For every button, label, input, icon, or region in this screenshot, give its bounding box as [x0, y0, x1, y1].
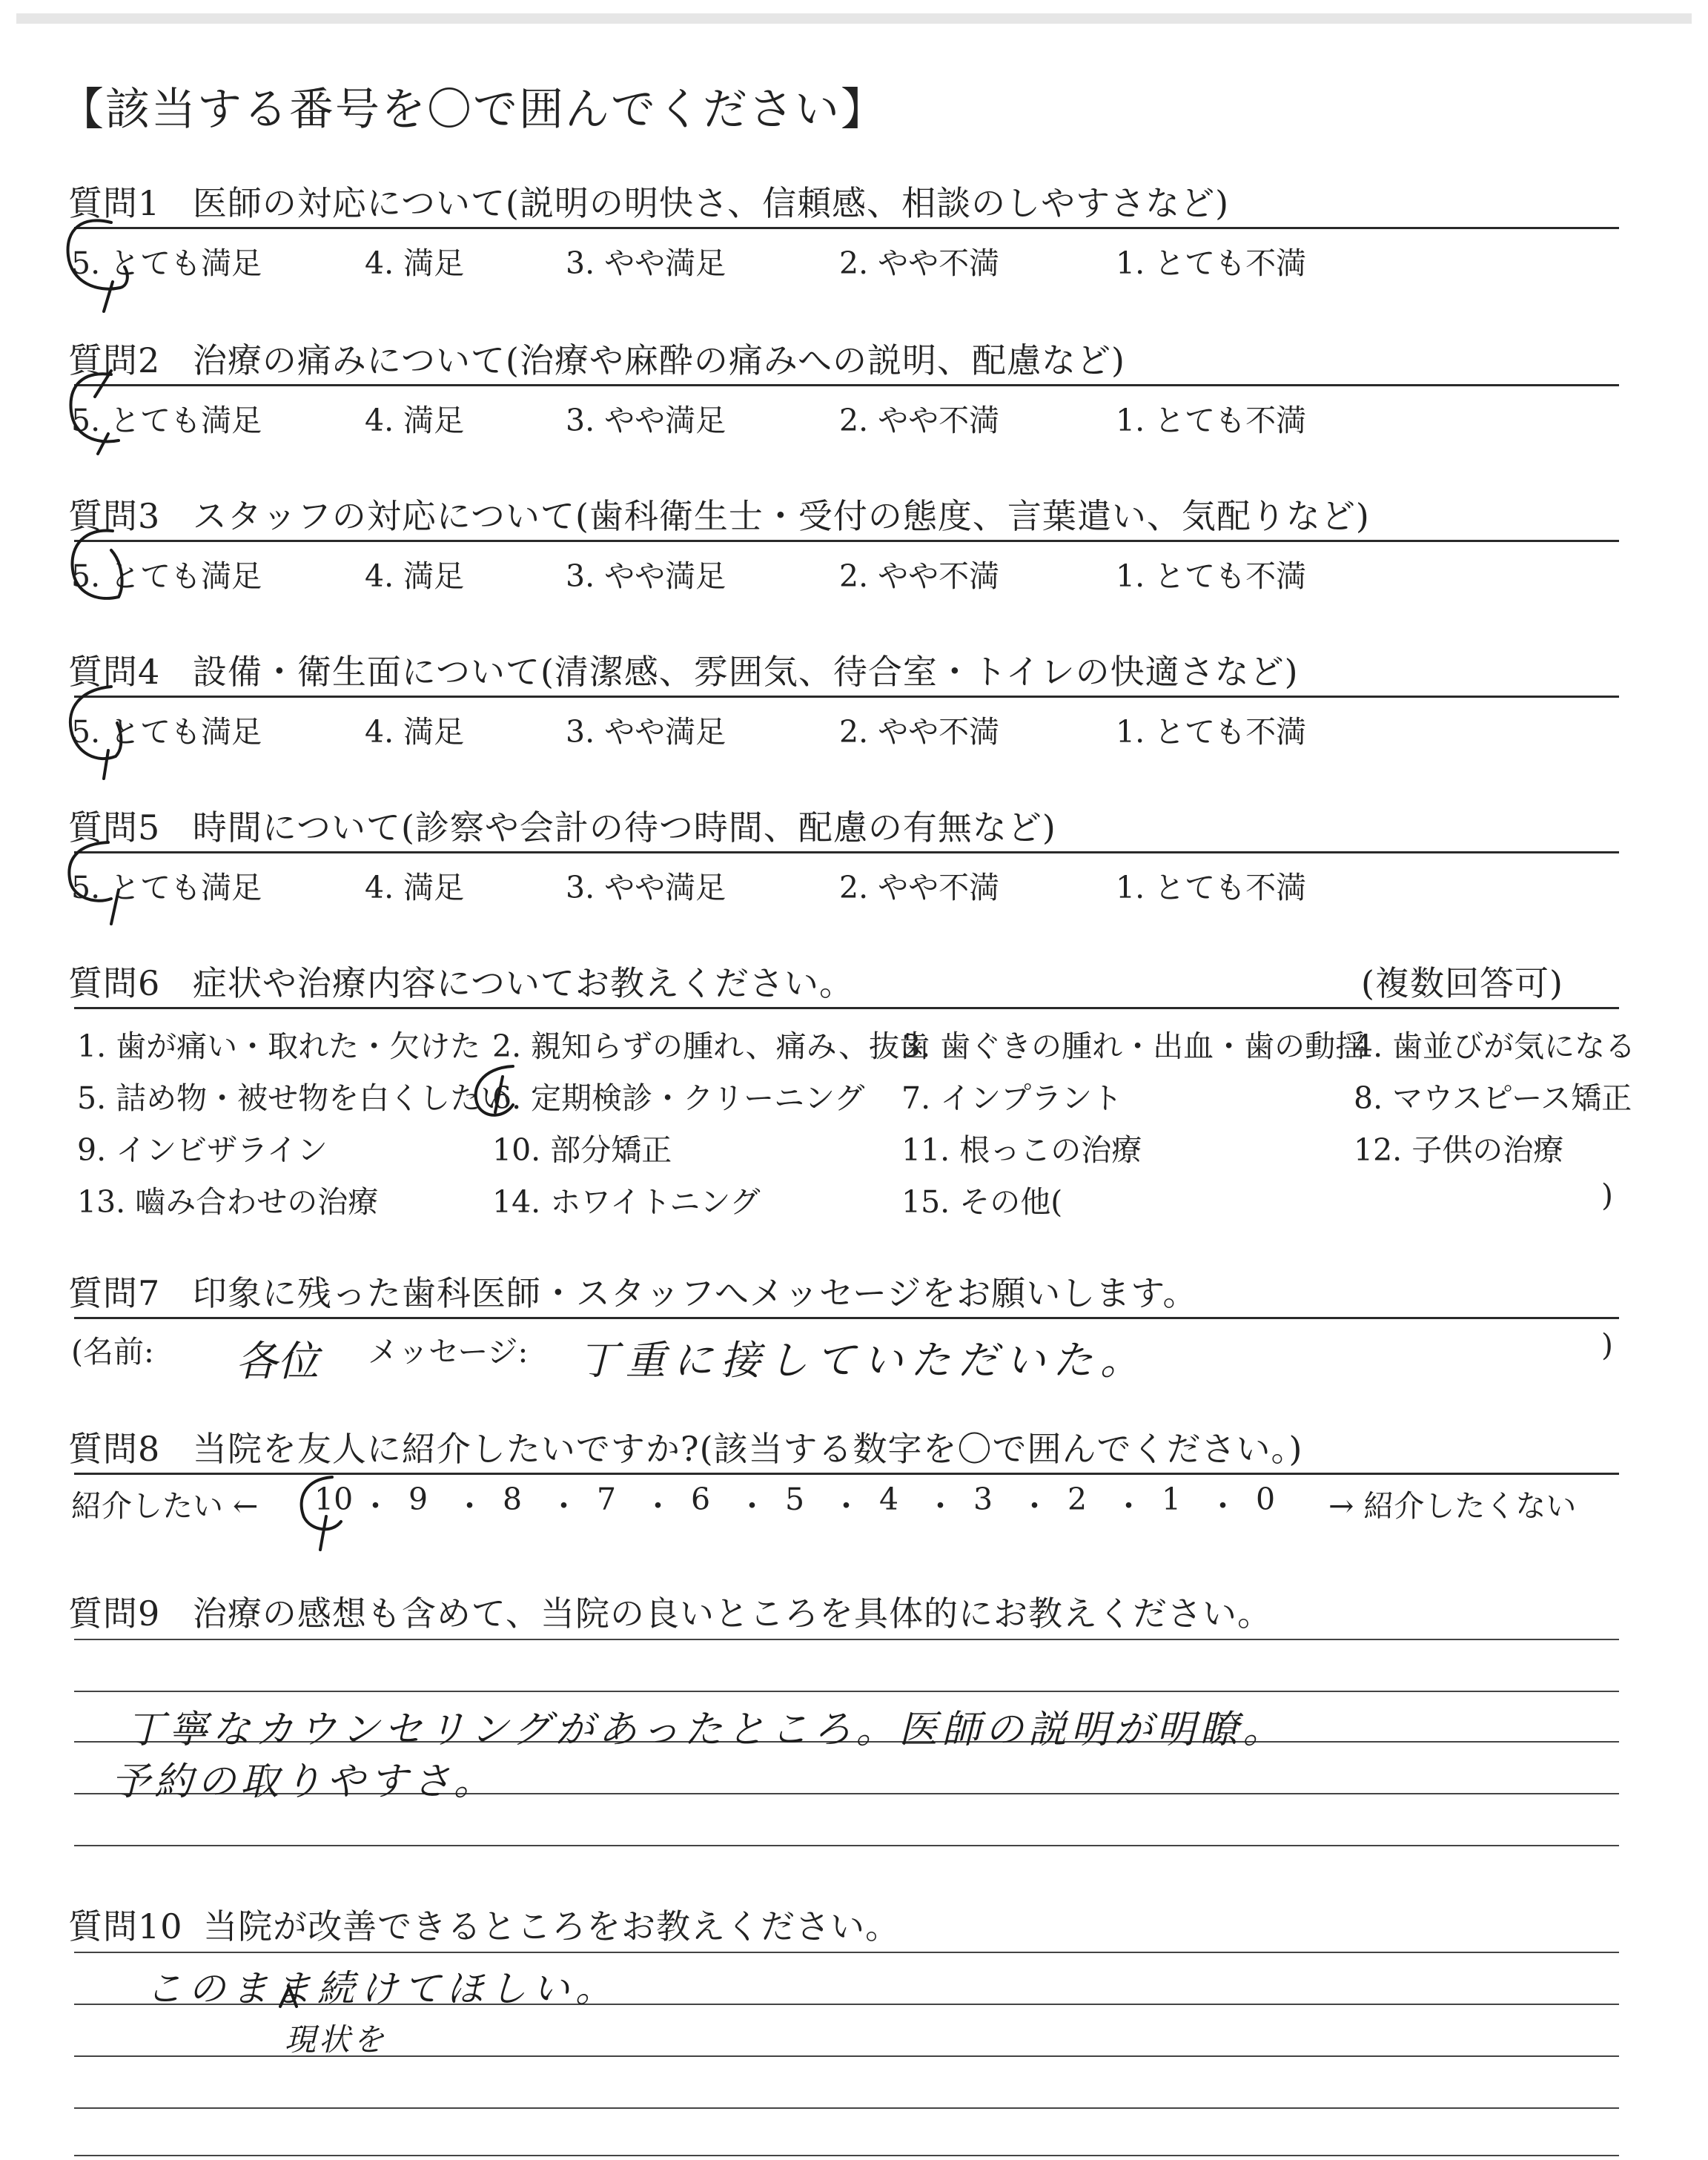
q3-option-5[interactable]: 5. とても満足 [71, 558, 262, 594]
q8-scale-separator: ・ [925, 1488, 956, 1524]
q6-rule [74, 1007, 1619, 1009]
q1-option-3[interactable]: 3. やや満足 [566, 245, 726, 281]
q8-scale-number[interactable]: 0 [1256, 1482, 1276, 1517]
q6-item-7[interactable]: 7. インプラント [901, 1080, 1123, 1116]
q8-left-label: 紹介したい ← [71, 1488, 259, 1524]
q9-heading [68, 1587, 1272, 1636]
q3-rule [74, 540, 1619, 542]
q8-scale-separator: ・ [1208, 1488, 1238, 1524]
q8-scale-separator: ・ [831, 1488, 861, 1524]
q4-text: 設備・衛生面について(清潔感、雰囲気、待合室・トイレの快適さなど) [192, 652, 1299, 692]
q8-scale-separator: ・ [454, 1488, 485, 1524]
q4-option-4[interactable]: 4. 満足 [365, 714, 465, 750]
q1-label: 質問1 [68, 183, 161, 223]
q3-label: 質問3 [68, 496, 161, 536]
q8-scale-separator: ・ [1019, 1488, 1050, 1524]
q4-option-2[interactable]: 2. やや不満 [839, 714, 1000, 750]
q7-message-label: メッセージ: [368, 1334, 529, 1370]
q8-scale-number[interactable]: 5 [785, 1482, 805, 1517]
q10-line-1 [74, 1952, 1619, 1953]
q6-text: 症状や治療内容についてお教えください。 [192, 963, 854, 1003]
q3-option-2[interactable]: 2. やや不満 [839, 558, 1000, 594]
q9-line-1 [74, 1639, 1619, 1640]
q7-name-value[interactable]: 各位 [236, 1338, 319, 1386]
q5-option-4[interactable]: 4. 満足 [365, 870, 465, 905]
q7-text: 印象に残った歯科医師・スタッフへメッセージをお願いします。 [192, 1273, 1198, 1313]
q1-rule [74, 227, 1619, 229]
page-top-edge [16, 13, 1692, 24]
q4-option-1[interactable]: 1. とても不満 [1116, 714, 1307, 750]
q6-heading [68, 957, 854, 1005]
q3-text: スタッフの対応について(歯科衛生士・受付の態度、言葉遣い、気配りなど) [192, 496, 1370, 536]
q3-option-1[interactable]: 1. とても不満 [1116, 558, 1307, 594]
q5-text: 時間について(診察や会計の待つ時間、配慮の有無など) [192, 807, 1056, 848]
q1-option-1[interactable]: 1. とても不満 [1116, 245, 1307, 281]
q9-text: 治療の感想も含めて、当院の良いところを具体的にお教えください。 [192, 1593, 1272, 1634]
q3-option-3[interactable]: 3. やや満足 [566, 558, 726, 594]
q6-item-10[interactable]: 10. 部分矯正 [492, 1132, 672, 1168]
q6-item-8[interactable]: 8. マウスピース矯正 [1354, 1080, 1632, 1116]
q9-line-5 [74, 1845, 1619, 1846]
q2-heading [68, 334, 1125, 383]
q2-option-4[interactable]: 4. 満足 [365, 403, 465, 438]
q8-scale-separator: ・ [643, 1488, 673, 1524]
q1-heading [68, 176, 1229, 225]
q8-label: 質問8 [68, 1429, 161, 1469]
q3-heading [68, 489, 1370, 538]
q10-answer-insert[interactable]: 現状を [285, 2021, 388, 2058]
q10-heading [68, 1900, 900, 1949]
q10-line-4 [74, 2107, 1619, 2109]
q8-scale-number[interactable]: 9 [408, 1482, 428, 1517]
q2-text: 治療の痛みについて(治療や麻酔の痛みへの説明、配慮など) [192, 340, 1125, 380]
q2-option-2[interactable]: 2. やや不満 [839, 403, 1000, 438]
q5-option-1[interactable]: 1. とても不満 [1116, 870, 1307, 905]
q8-heading [68, 1422, 1302, 1471]
q4-label: 質問4 [68, 652, 161, 692]
q9-answer-line-1[interactable]: 丁寧なカウンセリングがあったところ。医師の説明が明瞭。 [126, 1708, 1286, 1752]
q6-item-13[interactable]: 13. 嚙み合わせの治療 [77, 1184, 379, 1220]
q6-item-6[interactable]: 6. 定期検診・クリーニング [492, 1080, 865, 1116]
q5-option-2[interactable]: 2. やや不満 [839, 870, 1000, 905]
q6-item-12[interactable]: 12. 子供の治療 [1354, 1132, 1564, 1168]
q7-heading [68, 1266, 1198, 1315]
q8-scale-separator: ・ [360, 1488, 391, 1524]
q1-option-2[interactable]: 2. やや不満 [839, 245, 1000, 281]
q8-scale-number[interactable]: 7 [597, 1482, 617, 1517]
q2-rule [74, 384, 1619, 386]
q5-rule [74, 851, 1619, 853]
q5-label: 質問5 [68, 807, 161, 848]
q4-option-3[interactable]: 3. やや満足 [566, 714, 726, 750]
q8-scale-number[interactable]: 8 [503, 1482, 523, 1517]
q6-item-1[interactable]: 1. 歯が痛い・取れた・欠けた [77, 1028, 481, 1064]
q10-answer-line-1[interactable]: このまま続けてほしい。 [145, 1967, 618, 2010]
q6-item-11[interactable]: 11. 根っこの治療 [901, 1132, 1142, 1168]
q4-option-5[interactable]: 5. とても満足 [71, 714, 262, 750]
q6-item-15-close: ) [1601, 1178, 1613, 1213]
q3-option-4[interactable]: 4. 満足 [365, 558, 465, 594]
q2-label: 質問2 [68, 340, 161, 380]
q8-scale-number[interactable]: 1 [1162, 1482, 1182, 1517]
q10-line-5 [74, 2155, 1619, 2156]
q6-multiple-note: (複数回答可) [1361, 963, 1563, 1003]
q10-text: 当院が改善できるところをお教えください。 [203, 1906, 901, 1946]
q7-close-paren: ) [1601, 1327, 1613, 1363]
q8-right-label: → 紹介したくない [1328, 1488, 1577, 1524]
q8-scale-separator: ・ [737, 1488, 767, 1524]
q6-item-2[interactable]: 2. 親知らずの腫れ、痛み、抜歯 [492, 1028, 930, 1064]
q6-item-5[interactable]: 5. 詰め物・被せ物を白くしたい [77, 1080, 512, 1116]
q5-heading [68, 801, 1056, 850]
q6-item-4[interactable]: 4. 歯並びが気になる [1354, 1028, 1636, 1064]
q4-rule [74, 696, 1619, 698]
q9-answer-line-2[interactable]: 予約の取りやすさ。 [111, 1760, 497, 1804]
q2-option-5[interactable]: 5. とても満足 [71, 403, 262, 438]
q2-option-1[interactable]: 1. とても不満 [1116, 403, 1307, 438]
q8-scale-number[interactable]: 4 [879, 1482, 899, 1517]
q2-option-3[interactable]: 3. やや満足 [566, 403, 726, 438]
q1-text: 医師の対応について(説明の明快さ、信頼感、相談のしやすさなど) [192, 183, 1230, 223]
q10-label: 質問10 [68, 1906, 183, 1946]
q8-scale-separator: ・ [1113, 1488, 1144, 1524]
q6-item-9[interactable]: 9. インビザライン [77, 1132, 328, 1168]
q8-scale-number[interactable]: 3 [973, 1482, 993, 1517]
q1-option-4[interactable]: 4. 満足 [365, 245, 465, 281]
q6-item-15[interactable]: 15. その他( [901, 1184, 1063, 1220]
q7-message-value[interactable]: 丁重に接していただいた。 [578, 1337, 1148, 1384]
q7-name-label: (名前: [71, 1334, 154, 1370]
q8-scale-number[interactable]: 6 [691, 1482, 711, 1517]
q8-scale-number[interactable]: 2 [1068, 1482, 1088, 1517]
q6-item-14[interactable]: 14. ホワイトニング [492, 1184, 761, 1220]
page-title: 【該当する番号を〇で囲んでください】 [59, 84, 887, 136]
q8-scale-separator: ・ [549, 1488, 579, 1524]
q9-line-2 [74, 1691, 1619, 1692]
q8-text: 当院を友人に紹介したいですか?(該当する数字を〇で囲んでください。) [192, 1429, 1303, 1469]
q6-label: 質問6 [68, 963, 161, 1003]
q5-option-5[interactable]: 5. とても満足 [71, 870, 262, 905]
q5-option-3[interactable]: 3. やや満足 [566, 870, 726, 905]
q1-option-5[interactable]: 5. とても満足 [71, 245, 262, 281]
q4-heading [68, 645, 1299, 694]
q8-rule [74, 1473, 1619, 1475]
q7-rule [74, 1317, 1619, 1319]
q6-item-3[interactable]: 3. 歯ぐきの腫れ・出血・歯の動揺 [901, 1028, 1366, 1064]
q9-label: 質問9 [68, 1593, 161, 1634]
q7-label: 質問7 [68, 1273, 161, 1313]
q8-scale-number[interactable]: 10 [314, 1482, 354, 1517]
